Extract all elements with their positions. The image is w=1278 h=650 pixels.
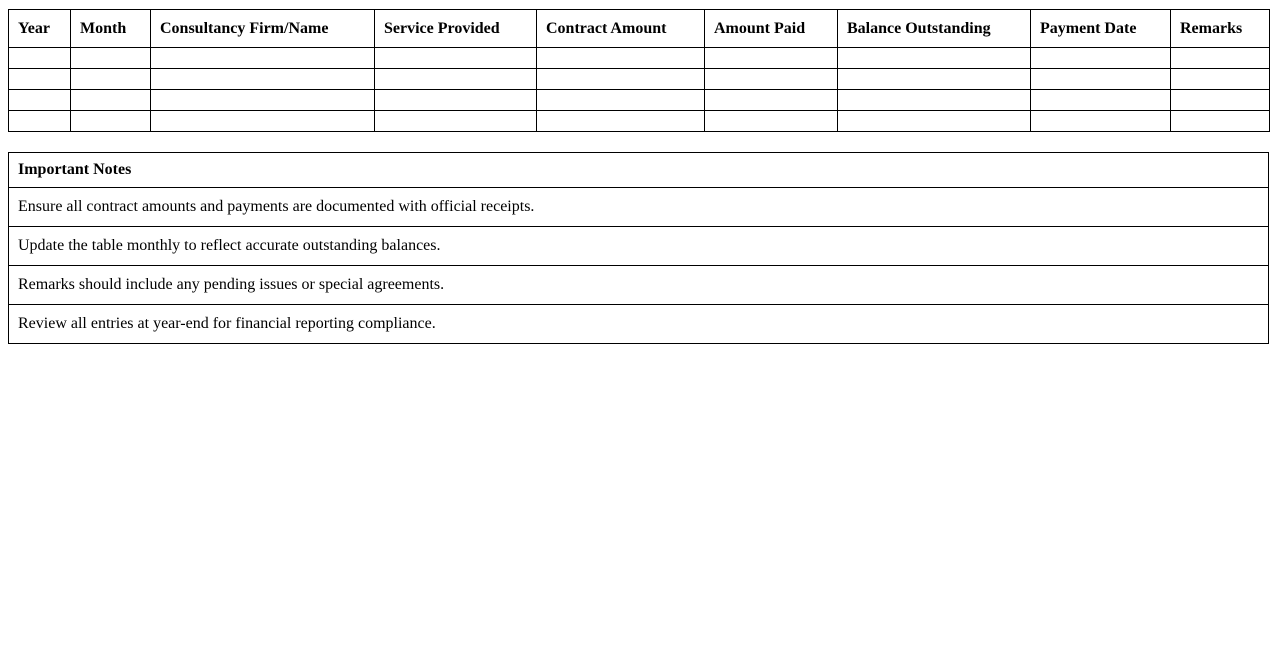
important-notes-table <box>8 152 1269 344</box>
notes-table-body <box>9 188 1269 344</box>
empty-cell <box>838 69 1031 90</box>
note-row <box>9 227 1269 266</box>
empty-cell <box>1171 90 1270 111</box>
empty-cell <box>1171 48 1270 69</box>
empty-cell <box>838 90 1031 111</box>
column-header-year: Year <box>9 10 71 48</box>
column-header-month: Month <box>71 10 151 48</box>
empty-entry-row <box>9 69 1270 90</box>
empty-cell <box>71 90 151 111</box>
empty-cell <box>537 69 705 90</box>
empty-cell <box>838 111 1031 132</box>
empty-cell <box>151 48 375 69</box>
note-text: Review all entries at year-end for financial reporting compliance. <box>9 305 1269 344</box>
column-header-contract-amount: Contract Amount <box>537 10 705 48</box>
note-text: Update the table monthly to reflect accurate outstanding balances. <box>9 227 1269 266</box>
empty-entry-row <box>9 90 1270 111</box>
notes-title: Important Notes <box>9 153 1269 188</box>
empty-entry-row <box>9 111 1270 132</box>
empty-cell <box>1031 69 1171 90</box>
empty-cell <box>705 69 838 90</box>
empty-entry-row <box>9 48 1270 69</box>
note-text: Remarks should include any pending issues or special agreements. <box>9 266 1269 305</box>
empty-cell <box>1171 111 1270 132</box>
column-header-balance-outstanding: Balance Outstanding <box>838 10 1031 48</box>
empty-cell <box>1031 111 1171 132</box>
empty-cell <box>151 111 375 132</box>
note-text: Ensure all contract amounts and payments are documented with official receipts. <box>9 188 1269 227</box>
empty-cell <box>1031 90 1171 111</box>
column-header-remarks: Remarks <box>1171 10 1270 48</box>
empty-cell <box>375 90 537 111</box>
column-header-payment-date: Payment Date <box>1031 10 1171 48</box>
empty-cell <box>705 48 838 69</box>
empty-cell <box>151 69 375 90</box>
empty-cell <box>537 48 705 69</box>
empty-cell <box>1031 48 1171 69</box>
empty-cell <box>537 90 705 111</box>
empty-cell <box>9 69 71 90</box>
empty-cell <box>375 111 537 132</box>
column-header-service-provided: Service Provided <box>375 10 537 48</box>
consultancy-payments-table <box>8 9 1270 132</box>
empty-cell <box>71 48 151 69</box>
empty-cell <box>375 48 537 69</box>
note-row <box>9 266 1269 305</box>
payments-table-header-row <box>9 10 1270 48</box>
empty-cell <box>9 111 71 132</box>
empty-cell <box>9 90 71 111</box>
empty-cell <box>838 48 1031 69</box>
empty-cell <box>71 111 151 132</box>
column-header-amount-paid: Amount Paid <box>705 10 838 48</box>
empty-cell <box>9 48 71 69</box>
notes-table-header-row <box>9 153 1269 188</box>
empty-cell <box>537 111 705 132</box>
empty-cell <box>71 69 151 90</box>
column-header-consultancy-firm-name: Consultancy Firm/Name <box>151 10 375 48</box>
empty-cell <box>375 69 537 90</box>
empty-cell <box>1171 69 1270 90</box>
empty-cell <box>705 90 838 111</box>
note-row <box>9 188 1269 227</box>
note-row <box>9 305 1269 344</box>
empty-cell <box>705 111 838 132</box>
payments-table-body <box>9 48 1270 132</box>
empty-cell <box>151 90 375 111</box>
